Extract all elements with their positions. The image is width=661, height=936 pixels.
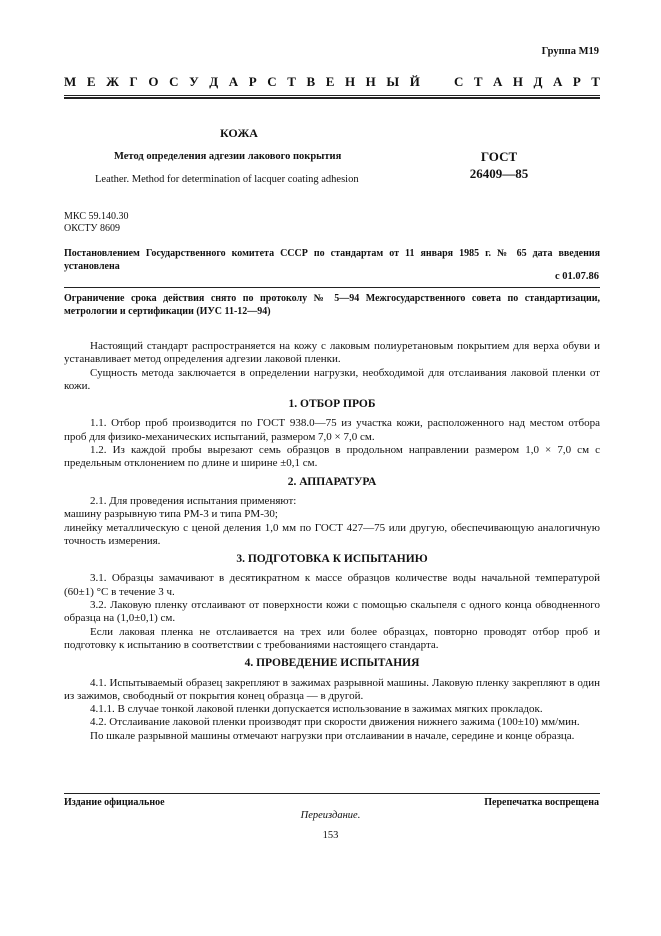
section-heading: 4. ПРОВЕДЕНИЕ ИСПЫТАНИЯ bbox=[244, 657, 420, 670]
classification-codes bbox=[64, 211, 128, 235]
section-paragraph: машину разрывную типа РМ-3 и типа РМ-30; bbox=[64, 508, 278, 521]
section-paragraph: 3.1. Образцы замачивают в десятикратном к массе образцов количестве воды начальной температурой (60±1) °С в течение 3 ч. bbox=[64, 572, 600, 598]
section-paragraph: 3.2. Лаковую пленку отслаивают от поверхности кожи с помощью скальпеля с одного конца обводненного образца на (1,0±0,1) см. bbox=[64, 599, 600, 625]
section-paragraph: 4.1.1. В случае тонкой лаковой пленки допускается использование в зажимах мягких прокладок. bbox=[90, 703, 543, 716]
limitation-text: Ограничение срока действия снято по протоколу № 5—94 Межгосударственного совета по стандартизации, метрологии и сертификации (ИУС 11-12—94) bbox=[64, 293, 600, 317]
header-rule-thick bbox=[64, 97, 600, 99]
header-rule-thin bbox=[64, 95, 600, 96]
section-paragraph: Если лаковая пленка не отслаивается на трех или более образцах, повторно проводят отбор проб и подготовку к испытанию в соответствии с требованиями настоящего стандарта. bbox=[64, 625, 600, 651]
mks-code: МКС 59.140.30 bbox=[64, 211, 129, 222]
section-paragraph: 2.1. Для проведения испытания применяют: bbox=[90, 494, 297, 507]
document-subtitle: Метод определения адгезии лакового покрытия bbox=[114, 151, 342, 162]
section-paragraph: По шкале разрывной машины отмечают нагрузки при отслаивании в начале, середине и конце образца. bbox=[90, 729, 575, 742]
intro-paragraph: Сущность метода заключается в определении нагрузки, необходимой для отслаивания лаковой пленки от кожи. bbox=[64, 366, 600, 392]
gost-code: ГОСТ 26409—85 bbox=[469, 149, 529, 181]
section-heading: 1. ОТБОР ПРОБ bbox=[288, 398, 376, 411]
document-body bbox=[64, 340, 600, 743]
reissue-label: Переиздание. bbox=[300, 810, 361, 821]
page-number: 153 bbox=[322, 830, 339, 841]
section-paragraph: линейку металлическую с ценой деления 1,0 мм по ГОСТ 427—75 или другую, обеспечивающую аналогичную точность измерения. bbox=[64, 521, 600, 547]
group-label: Группа М19 bbox=[541, 46, 599, 57]
decree-text: Постановлением Государственного комитета СССР по стандартам от 11 января 1985 г. № 65 дата введения установлена bbox=[64, 248, 600, 272]
section-paragraph: 4.2. Отслаивание лаковой пленки производят при скорости движения нижнего зажима (100±10) мм/мин. bbox=[90, 716, 580, 729]
reprint-prohibited-label: Перепечатка воспрещена bbox=[484, 797, 599, 808]
section-heading: 3. ПОДГОТОВКА К ИСПЫТАНИЮ bbox=[236, 553, 428, 566]
document-subtitle-english: Leather. Method for determination of lacquer coating adhesion bbox=[95, 174, 359, 185]
section-heading: 2. АППАРАТУРА bbox=[287, 475, 377, 488]
effective-date: с 01.07.86 bbox=[554, 271, 599, 282]
interstate-standard-banner bbox=[64, 74, 600, 90]
banner-word-interstate: М Е Ж Г О С У Д А Р С Т В Е Н Н Ы Й bbox=[64, 74, 420, 89]
section-paragraph: 1.2. Из каждой пробы вырезают семь образцов в продольном направлении размером 1,0 × 7,0 см с предельным отклонением по длине и ширине ±0,1 см. bbox=[64, 444, 600, 470]
decree-rule bbox=[64, 287, 600, 288]
intro-paragraph: Настоящий стандарт распространяется на кожу с лаковым полиуретановым покрытием для верха обуви и устанавливает метод определения адгезии лаковой пленки. bbox=[64, 340, 600, 366]
document-title: КОЖА bbox=[220, 126, 258, 140]
banner-word-standard: С Т А Н Д А Р Т bbox=[454, 74, 600, 89]
section-paragraph: 1.1. Отбор проб производится по ГОСТ 938.0—75 из участка кожи, расположенного над местом отбора проб для физико-механических испытаний, размером 7,0 × 7,0 см. bbox=[64, 417, 600, 443]
okstu-code: ОКСТУ 8609 bbox=[64, 223, 121, 234]
section-paragraph: 4.1. Испытываемый образец закрепляют в зажимах разрывной машины. Лаковую пленку закрепляют в один из зажимов, свободный от покрытия конец образца — в другой. bbox=[64, 676, 600, 702]
footer-rule bbox=[64, 793, 600, 794]
official-edition-label: Издание официальное bbox=[64, 797, 165, 808]
